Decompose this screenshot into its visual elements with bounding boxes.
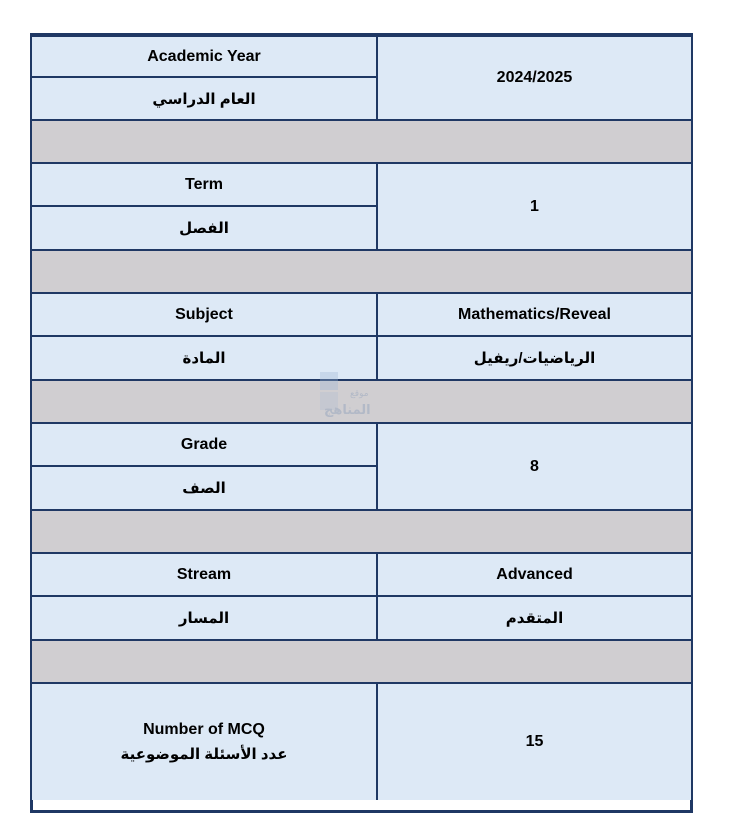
stream-label-ar: المسار [30,595,378,641]
subject-value-ar: الرياضيات/ريفيل [376,335,693,381]
separator-row [30,639,693,684]
term-label-en: Term [30,162,378,207]
mcq-label-en: Number of MCQ [143,720,265,738]
separator-row [30,509,693,554]
stream-label-en: Stream [30,552,378,597]
stream-value-en: Advanced [376,552,693,597]
stream-value-ar: المتقدم [376,595,693,641]
term-label-ar: الفصل [30,205,378,251]
grade-label-en: Grade [30,422,378,467]
grade-value: 8 [376,422,693,511]
academic-year-value: 2024/2025 [376,35,693,121]
mcq-label-ar: عدد الأسئلة الموضوعية [120,745,288,763]
separator-row [30,249,693,294]
mcq-value: 15 [376,682,693,800]
separator-row [30,379,693,424]
academic-year-label-en: Academic Year [30,35,378,78]
term-value: 1 [376,162,693,251]
separator-row [30,119,693,164]
subject-value-en: Mathematics/Reveal [376,292,693,337]
watermark-text: المناهج [324,402,371,417]
watermark-text-small: موقع [350,388,369,398]
academic-year-label-ar: العام الدراسي [30,76,378,121]
mcq-label [30,682,378,800]
subject-label-ar: المادة [30,335,378,381]
subject-label-en: Subject [30,292,378,337]
grade-label-ar: الصف [30,465,378,511]
